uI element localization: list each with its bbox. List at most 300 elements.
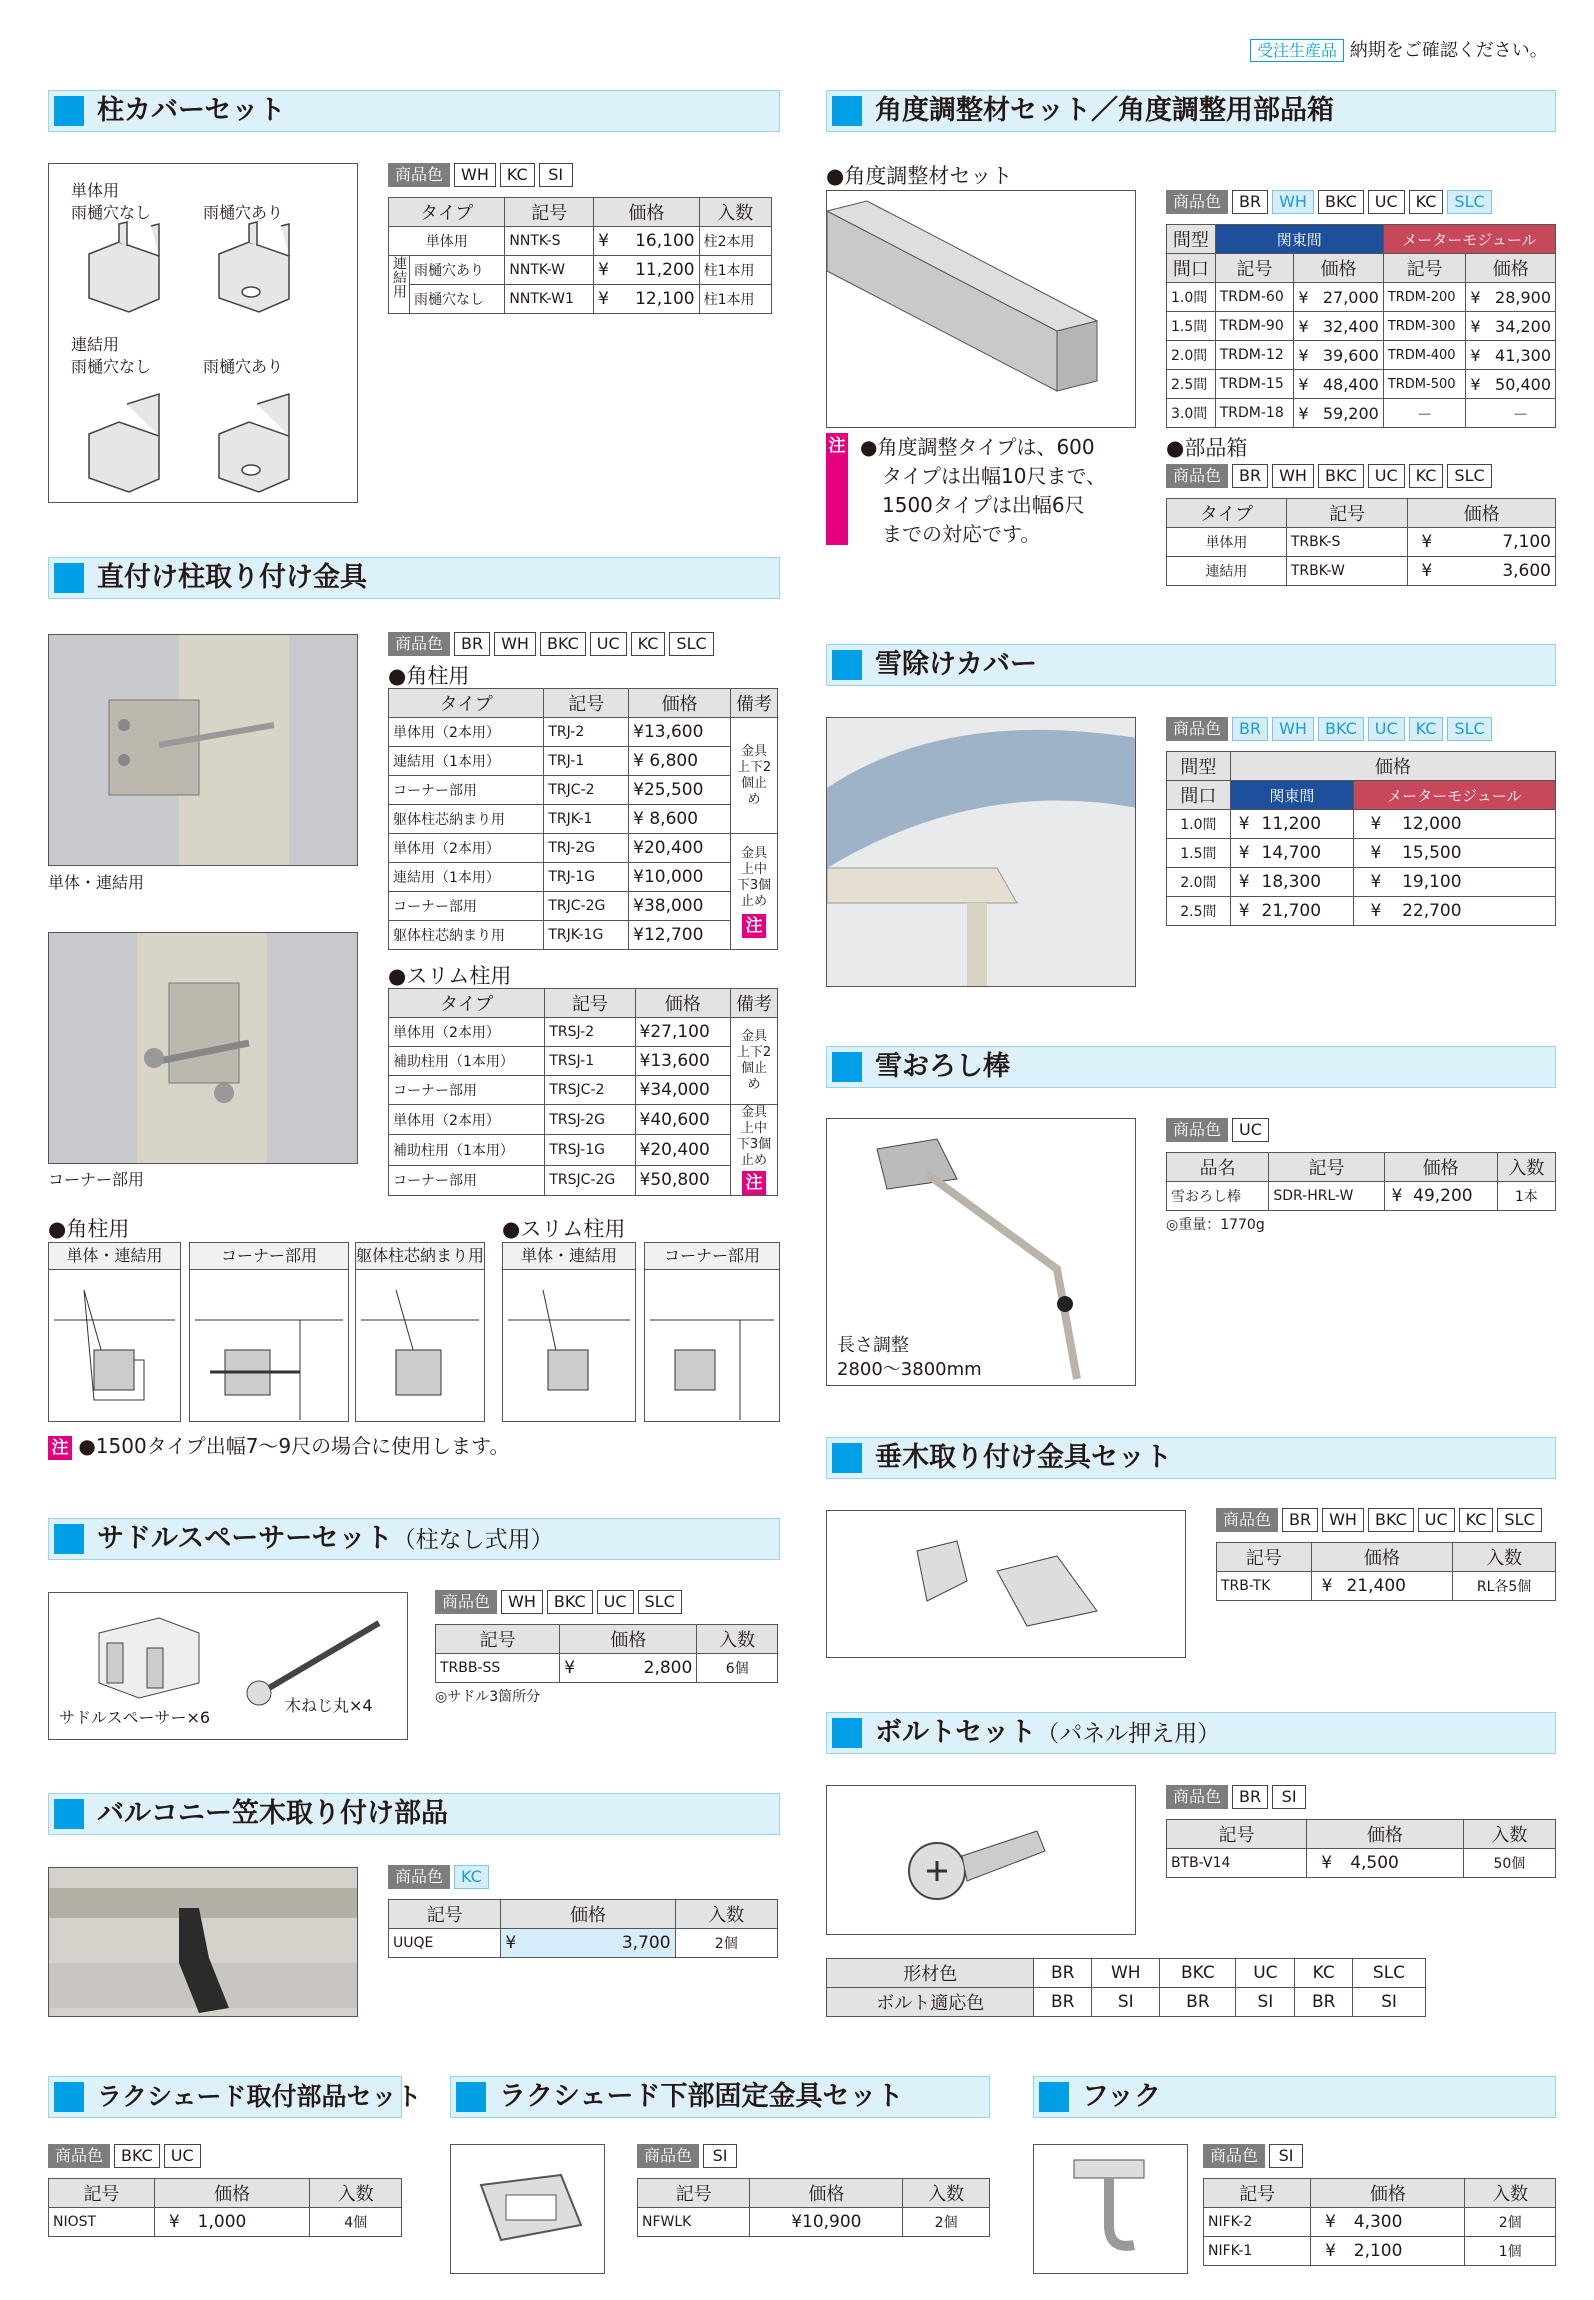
table-row [389,747,778,776]
img-label: 雨樋穴あり [203,203,284,222]
color-options [637,2144,737,2168]
cell: SI [1353,1988,1426,2017]
color-options [1166,1118,1269,1142]
saddle-spacer-image [48,1592,408,1740]
cell: TRSJC-2 [545,1076,635,1105]
cell: ¥ [1384,1182,1409,1211]
section-header-pillar-cover [48,90,780,132]
color-options [1166,464,1492,488]
cell: 1個 [1465,2237,1556,2266]
note [48,1430,510,1460]
col-header: 価格 [1294,254,1384,283]
cell: ¥ [1311,1572,1342,1601]
image-caption: 2800～3800mm [837,1359,982,1380]
cell: TRSJ-2 [545,1018,635,1047]
cell: TRDM-18 [1215,399,1294,428]
table-row [389,1105,778,1135]
note-line: ●角度調整タイプは、600 [860,435,1095,459]
col-header: 記号 [1286,499,1407,528]
color-wh: WH [1272,464,1314,488]
color-label: 商品色 [1166,1118,1228,1142]
cell: 雨樋穴なし [410,285,505,314]
table-row [389,863,778,892]
pillar-cover-image [48,163,358,503]
table-row [389,805,778,834]
cell: ¥ [594,256,617,285]
cell: 2,100 [1350,2237,1465,2266]
cell: NNTK-S [505,227,594,256]
note-mark-icon: 注 [742,914,766,938]
section-header-snow-cover [826,644,1556,686]
cell: ¥ [594,227,617,256]
diagram-title: 単体・連結用 [49,1243,180,1270]
cell: 連結用 [389,256,410,314]
col-header: タイプ [1167,499,1287,528]
install-diagram [502,1242,636,1422]
table-row [389,1076,778,1105]
note-mark-icon: 注 [742,1171,766,1195]
bolt-color-map-table [826,1958,1426,2017]
order-notice-text: 納期をご確認ください。 [1349,40,1548,61]
col-header: 入数 [903,2179,990,2208]
pillar-cover-price-table [388,197,772,314]
col-header: 価格 [1307,1820,1464,1849]
bolt-image [826,1785,1136,1935]
col-header: 記号 [544,689,629,718]
angle-price-table [1166,224,1556,428]
color-wh: WH [1272,717,1314,741]
table-row [389,1135,778,1165]
col-header: 記号 [436,1625,560,1654]
color-kc: KC [1409,717,1444,741]
cell: TRDM-400 [1383,341,1466,370]
col-header: 記号 [505,198,594,227]
cell: TRBK-S [1286,528,1407,557]
color-bkc: BKC [1368,1508,1414,1532]
col-header-meter: メーターモジュール [1353,781,1555,810]
install-diagram-icon [356,1270,484,1420]
cell: TRSJ-1G [545,1135,635,1165]
cell: ¥50,800 [635,1165,730,1195]
section-header-rafter-bracket [826,1437,1556,1479]
cell: 雪おろし棒 [1167,1182,1269,1211]
section-header-direct-mount [48,557,780,599]
cell: 柱2本用 [699,227,771,256]
col-header: 間口 [1167,254,1216,283]
color-uc: UC [1418,1508,1455,1532]
cell: TRDM-500 [1383,370,1466,399]
color-br: BR [1282,1508,1318,1532]
footnote: ◎サドル3箇所分 [435,1689,541,1705]
table-row [1167,557,1556,586]
color-options [388,1865,489,1889]
cell: 59,200 [1314,399,1383,428]
cell: 躯体柱芯納まり用 [389,805,544,834]
direct-mount-photo-2 [48,932,358,1164]
cell: 2.5間 [1167,897,1231,926]
table-row [1167,341,1556,370]
color-label: 商品色 [1166,464,1228,488]
color-uc: UC [1368,190,1405,214]
col-header: 記号 [545,989,635,1018]
cell: 形材色 [827,1959,1034,1988]
section-marker-icon [832,1443,862,1473]
table-row [1167,810,1556,839]
cell: コーナー部用 [389,776,544,805]
cell: ¥12,700 [629,921,731,950]
angle-note [860,433,1130,549]
section-marker-icon [456,2082,486,2112]
color-wh: WH [1272,190,1314,214]
cell: TRDM-90 [1215,312,1294,341]
cell: ¥ [1466,283,1486,312]
install-diagram-icon [645,1270,779,1420]
cell: ¥34,000 [635,1076,730,1105]
install-diagram [48,1242,181,1422]
table-row [389,285,772,314]
col-header: 入数 [1497,1153,1555,1182]
col-header: 価格 [594,198,699,227]
col-header: 間口 [1167,781,1231,810]
section-header-balcony [48,1793,780,1835]
cell: NIFK-2 [1204,2208,1311,2237]
col-header: 記号 [1269,1153,1384,1182]
cell: ¥ [1408,557,1445,586]
cell: KC [1295,1959,1353,1988]
color-si: SI [1269,2144,1303,2168]
cell: コーナー部用 [389,892,544,921]
cell: ¥10,900 [750,2208,903,2237]
cell: 4個 [310,2208,402,2237]
cell: BR [1034,1959,1092,1988]
color-options [1203,2144,1303,2168]
section-title-main: サドルスペーサーセット [97,1523,393,1554]
table-row [49,2208,402,2237]
col-header: 記号 [1204,2179,1311,2208]
col-header-kanto: 関東間 [1230,781,1353,810]
cell: SDR-HRL-W [1269,1182,1384,1211]
cell: 6個 [697,1654,778,1683]
cell: TRDM-12 [1215,341,1294,370]
cell: ¥ [1311,2208,1350,2237]
cell: 32,400 [1314,312,1383,341]
cell: TRJ-2G [544,834,629,863]
cell: WH [1092,1959,1160,1988]
made-to-order-badge: 受注生産品 [1250,39,1344,62]
cell: NNTK-W [505,256,594,285]
table-row [1167,868,1556,897]
cell: TRJK-1G [544,921,629,950]
img-label: 単体用 [71,181,120,200]
cell: － [1383,399,1466,428]
section-marker-icon [54,1799,84,1829]
color-br: BR [1232,717,1268,741]
note-line: 1500タイプは出幅6尺 [882,493,1085,517]
remark: 金具上中下3個止め [736,845,772,909]
balcony-part-photo [48,1867,358,2017]
cell: TRJC-2 [544,776,629,805]
color-br: BR [1232,190,1268,214]
cell: BR [1295,1988,1353,2017]
col-header: 価格 [1384,1153,1497,1182]
cell: 21,400 [1342,1572,1452,1601]
cell: ¥ [1294,312,1314,341]
color-si: SI [703,2144,737,2168]
cell: 39,600 [1314,341,1383,370]
color-br: BR [1232,464,1268,488]
section-header-saddle-spacer [48,1518,780,1560]
table-row [389,1018,778,1047]
photo-caption: コーナー部用 [48,1170,145,1189]
section-title [97,1519,554,1560]
color-kc: KC [500,163,535,187]
install-diagram [644,1242,780,1422]
image-caption: 長さ調整 [837,1335,909,1356]
image-caption: サドルスペーサー×6 [59,1708,211,1727]
note-mark-icon: 注 [48,1436,72,1460]
install-diagram-icon [49,1270,180,1420]
cell: 2,800 [594,1654,696,1683]
col-header: 価格 [1311,1543,1453,1572]
cell: BR [1034,1988,1092,2017]
rakushade-bottom-image [450,2144,605,2274]
section-header-angle-adjust [826,90,1556,132]
cell: TRSJ-2G [545,1105,635,1135]
cell: 雨樋穴あり [410,256,505,285]
cell: SI [1092,1988,1160,2017]
footnote: ◎重量：1770g [1166,1217,1265,1233]
color-uc: UC [597,1590,634,1614]
cell: ¥ [1230,868,1257,897]
cell: ¥ [1353,868,1398,897]
color-uc: UC [590,632,627,656]
section-title: ラクシェード下部固定金具セット [499,2081,904,2112]
color-wh: WH [1322,1508,1364,1532]
diagram-title: 躯体柱芯納まり用 [356,1243,484,1270]
color-label: 商品色 [1166,717,1228,741]
image-caption: 木ねじ丸×4 [285,1696,373,1715]
color-si: SI [539,163,573,187]
col-header: 入数 [1465,2179,1556,2208]
section-title: 雪おろし棒 [875,1051,1010,1082]
col-header: 価格 [629,689,731,718]
color-options [1166,190,1492,214]
color-si: SI [1272,1785,1306,1809]
cell: 柱1本用 [699,256,771,285]
table-row [389,776,778,805]
cell: ¥25,500 [629,776,731,805]
color-bkc: BKC [547,1590,593,1614]
color-options [48,2144,201,2168]
col-header: 価格 [501,1900,675,1929]
cell: ¥38,000 [629,892,731,921]
cell: TRDM-200 [1383,283,1466,312]
cell: 連結用（1本用） [389,863,544,892]
color-slc: SLC [669,632,713,656]
subsection-title: ●部品箱 [1166,436,1248,460]
col-header: 入数 [1453,1543,1556,1572]
corner-bracket-photo-icon [49,933,358,1164]
img-label: 連結用 [71,335,120,354]
table-row [1167,839,1556,868]
table-row [389,921,778,950]
cell: 50個 [1463,1849,1555,1878]
table-row [1167,283,1556,312]
cell: NFWLK [638,2208,750,2237]
color-slc: SLC [1447,717,1491,741]
cell: TRJK-1 [544,805,629,834]
cell: ¥ [1311,2237,1350,2266]
table-row [389,892,778,921]
remark-cell [731,718,778,834]
section-title-main: ボルトセット [875,1717,1037,1748]
fixing-bracket-icon [451,2145,605,2274]
order-notice [1250,36,1548,62]
col-header: 記号 [49,2179,155,2208]
cell: RL各5個 [1453,1572,1556,1601]
cell: 単体用（2本用） [389,718,544,747]
cell: NNTK-W1 [505,285,594,314]
color-slc: SLC [1447,464,1491,488]
cell: NIOST [49,2208,155,2237]
cell: ¥ [1294,283,1314,312]
section-marker-icon [54,563,84,593]
cell: 4,500 [1346,1849,1463,1878]
cell: 2個 [1465,2208,1556,2237]
color-slc: SLC [1497,1508,1541,1532]
remark-cell [731,834,778,950]
balcony-clamp-icon [49,1868,358,2017]
col-header: 価格 [1408,499,1556,528]
col-header: 記号 [1215,254,1294,283]
col-header: 記号 [389,1900,501,1929]
color-label: 商品色 [1166,190,1228,214]
cell: 2.0間 [1167,868,1231,897]
col-header: 間型 [1167,752,1231,781]
color-label: 商品色 [48,2144,110,2168]
angle-adjust-image [826,190,1136,428]
cell: 19,100 [1398,868,1555,897]
color-kc: KC [454,1865,489,1889]
bracket-pair-icon [827,1511,1186,1658]
cell: BKC [1160,1959,1236,1988]
cell: 49,200 [1409,1182,1497,1211]
cell: ¥ [1307,1849,1347,1878]
cell: ¥ [1353,897,1398,926]
subsection-title: ●角度調整材セット [826,164,1013,188]
color-wh: WH [494,632,536,656]
color-label: 商品色 [388,1865,450,1889]
table-row [1167,528,1556,557]
col-header: 価格 [1466,254,1556,283]
color-label: 商品色 [1203,2144,1265,2168]
cell: 4,300 [1350,2208,1465,2237]
img-label: 雨樋穴なし [71,203,152,222]
color-options [1216,1508,1542,1532]
cell: ¥ [1353,810,1398,839]
color-uc: UC [1368,717,1405,741]
snow-rake-image [826,1118,1136,1386]
color-label: 商品色 [388,163,450,187]
section-title: ラクシェード取付部品セット [97,2082,422,2111]
cell: 躯体柱芯納まり用 [389,921,544,950]
col-header: 価格 [560,1625,697,1654]
cell: ¥ 8,600 [629,805,731,834]
col-header: 入数 [1463,1820,1555,1849]
color-uc: UC [164,2144,201,2168]
color-slc: SLC [1447,190,1491,214]
color-bkc: BKC [540,632,586,656]
color-kc: KC [631,632,666,656]
col-header: 入数 [675,1900,777,1929]
table-row [389,834,778,863]
cell: TRB-TK [1217,1572,1312,1601]
col-header-kanto: 関東間 [1215,225,1383,254]
section-title: 直付け柱取り付け金具 [97,562,367,593]
table-row [1167,897,1556,926]
color-uc: UC [1368,464,1405,488]
cell: TRBB-SS [436,1654,560,1683]
cell: ¥40,600 [635,1105,730,1135]
cell: 15,500 [1398,839,1555,868]
cell: ¥ [1230,810,1257,839]
table-row [389,256,772,285]
color-label: 商品色 [1166,1785,1228,1809]
diagram-group-title: ●スリム柱用 [502,1217,626,1241]
section-marker-icon [832,650,862,680]
cell: 1本 [1497,1182,1555,1211]
cell: 48,400 [1314,370,1383,399]
col-header: タイプ [389,198,505,227]
section-header-snow-rake [826,1046,1556,1088]
cell: ¥10,000 [629,863,731,892]
cell: ¥ [1466,370,1486,399]
cell: SI [1236,1988,1295,2017]
cell: 7,100 [1445,528,1555,557]
cell: 柱1本用 [699,285,771,314]
section-title [875,1713,1220,1754]
cell: 連結用 [1167,557,1287,586]
bolt-icon [827,1786,1136,1935]
table-row [638,2208,990,2237]
section-marker-icon [54,1524,84,1554]
section-marker-icon [1039,2082,1069,2112]
slim-pillar-price-table [388,988,778,1196]
section-title: 柱カバーセット [97,95,286,126]
cell: BR [1160,1988,1236,2017]
color-br: BR [1232,1785,1268,1809]
table-row [389,1165,778,1195]
table-row [389,1047,778,1076]
cell: TRDM-300 [1383,312,1466,341]
color-wh: WH [501,1590,543,1614]
color-uc: UC [1232,1118,1269,1142]
cell: － [1486,399,1555,428]
note-line: までの対応です。 [882,522,1041,546]
remark: 金具上下2個止め [736,743,772,807]
cell: 12,000 [1398,810,1555,839]
col-header: 入数 [699,198,771,227]
snow-cover-photo [826,717,1136,987]
col-header: 間型 [1167,225,1216,254]
rakushade-bottom-price-table [637,2178,990,2237]
col-header: 価格 [1311,2179,1465,2208]
note-mark-icon: 注 [828,436,846,456]
direct-mount-photo-1 [48,634,358,866]
cell: ¥ [1230,839,1257,868]
note-text: ●1500タイプ出幅7～9尺の場合に使用します。 [78,1434,510,1458]
cell: ¥ 6,800 [629,747,731,776]
